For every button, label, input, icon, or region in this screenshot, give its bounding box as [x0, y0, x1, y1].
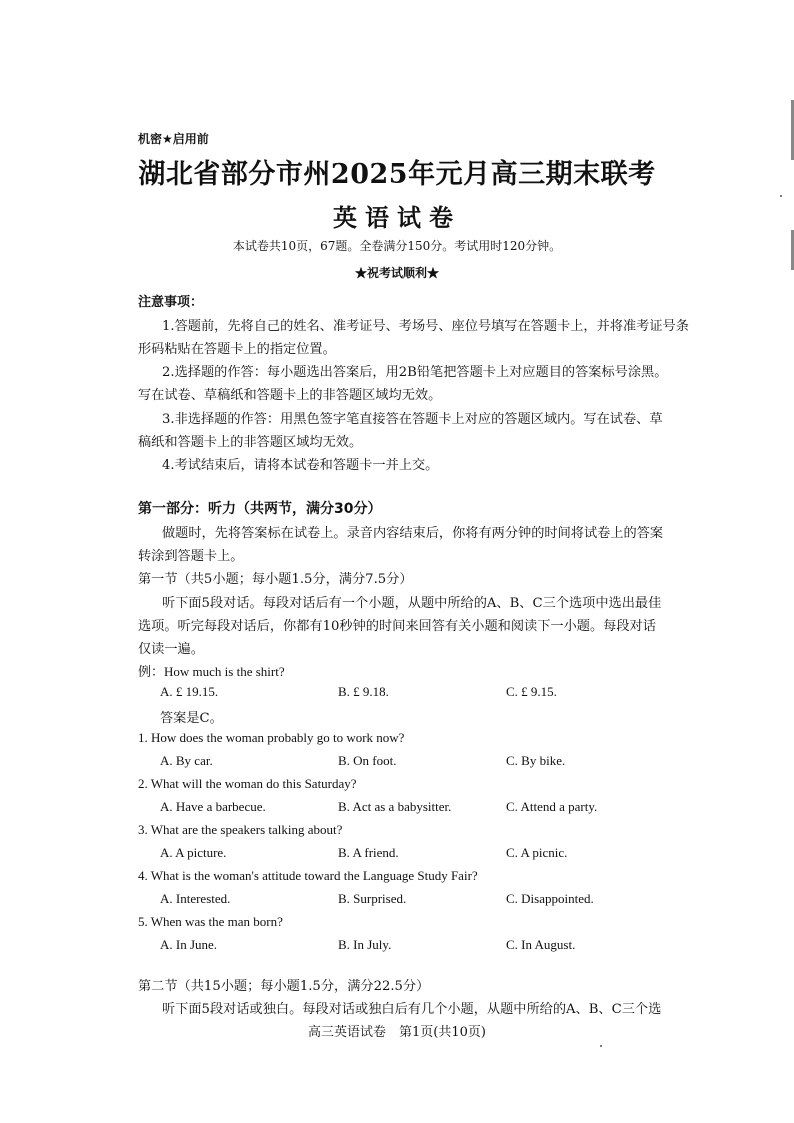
section2-instruction-line: 听下面5段对话或独白。每段对话或独白后有几个小题，从题中所给的A、B、C三个选 [162, 1002, 662, 1017]
question-5: 5. When was the man born? [138, 914, 283, 929]
question-2-option-a: A. Have a barbecue. [160, 799, 266, 814]
question-3-option-b: B. A friend. [338, 845, 399, 860]
section2-heading: 第二节（共15小题；每小题1.5分，满分22.5分） [138, 979, 430, 994]
question-3-option-c: C. A picnic. [506, 845, 568, 860]
example-option-c: C. £ 9.15. [506, 684, 557, 699]
good-luck-line: ★祝考试顺利★ [354, 266, 439, 280]
scan-speck [780, 195, 782, 197]
notes-line: 4.考试结束后，请将本试卷和答题卡一并上交。 [162, 458, 439, 473]
example-option-a: A. £ 19.15. [160, 684, 219, 699]
exam-subtitle: 英语试卷 [333, 203, 461, 232]
notes-heading: 注意事项： [138, 295, 204, 310]
question-4-option-c: C. Disappointed. [506, 891, 594, 906]
exam-title: 湖北省部分市州2025年元月高三期末联考 [138, 159, 656, 190]
question-4-option-a: A. Interested. [160, 891, 231, 906]
notes-line: 3.非选择题的作答：用黑色签字笔直接答在答题卡上对应的答题区域内。写在试卷、草 [162, 412, 663, 427]
confidential-label: 机密★启用前 [138, 132, 209, 146]
part1-heading: 第一部分：听力（共两节，满分30分） [138, 501, 382, 517]
exam-info: 本试卷共10页，67题。全卷满分150分。考试用时120分钟。 [232, 239, 562, 253]
question-5-option-c: C. In August. [506, 937, 576, 952]
question-4-option-b: B. Surprised. [338, 891, 407, 906]
example-question: 例：How much is the shirt? [138, 664, 285, 679]
section1-instruction-line: 选项。听完每段对话后，你都有10秒钟的时间来回答有关小题和阅读下一小题。每段对话 [138, 619, 656, 634]
question-5-option-a: A. In June. [160, 937, 218, 952]
question-1-option-c: C. By bike. [506, 753, 566, 768]
example-option-b: B. £ 9.18. [338, 684, 389, 699]
question-1-option-a: A. By car. [160, 753, 213, 768]
section1-instruction-line: 仅读一遍。 [138, 642, 204, 657]
notes-line: 1.答题前，先将自己的姓名、准考证号、考场号、座位号填写在答题卡上，并将准考证号条 [162, 319, 689, 334]
notes-line: 形码粘贴在答题卡上的指定位置。 [138, 342, 336, 357]
question-2-option-b: B. Act as a babysitter. [338, 799, 452, 814]
question-2: 2. What will the woman do this Saturday? [138, 776, 357, 791]
section1-heading: 第一节（共5小题；每小题1.5分，满分7.5分） [138, 572, 413, 587]
example-answer: 答案是C。 [160, 711, 223, 726]
part1-intro-line: 转涂到答题卡上。 [138, 549, 244, 564]
page-footer: 高三英语试卷 第1页(共10页) [308, 1025, 486, 1040]
notes-line: 稿纸和答题卡上的非答题区域均无效。 [138, 435, 363, 450]
part1-intro-line: 做题时，先将答案标在试卷上。录音内容结束后，你将有两分钟的时间将试卷上的答案 [162, 526, 664, 541]
notes-line: 写在试卷、草稿纸和答题卡上的非答题区域均无效。 [138, 388, 442, 403]
notes-line: 2.选择题的作答：每小题选出答案后，用2B铅笔把答题卡上对应题目的答案标号涂黑。 [162, 365, 668, 380]
question-3: 3. What are the speakers talking about? [138, 822, 343, 837]
question-1-option-b: B. On foot. [338, 753, 397, 768]
question-4: 4. What is the woman's attitude toward the Language Study Fair? [138, 868, 478, 883]
section1-instruction-line: 听下面5段对话。每段对话后有一个小题，从题中所给的A、B、C三个选项中选出最佳 [162, 596, 662, 611]
question-3-option-a: A. A picture. [160, 845, 227, 860]
question-2-option-c: C. Attend a party. [506, 799, 598, 814]
question-5-option-b: B. In July. [338, 937, 392, 952]
scan-speck [600, 1045, 602, 1047]
question-1: 1. How does the woman probably go to work now? [138, 730, 405, 745]
